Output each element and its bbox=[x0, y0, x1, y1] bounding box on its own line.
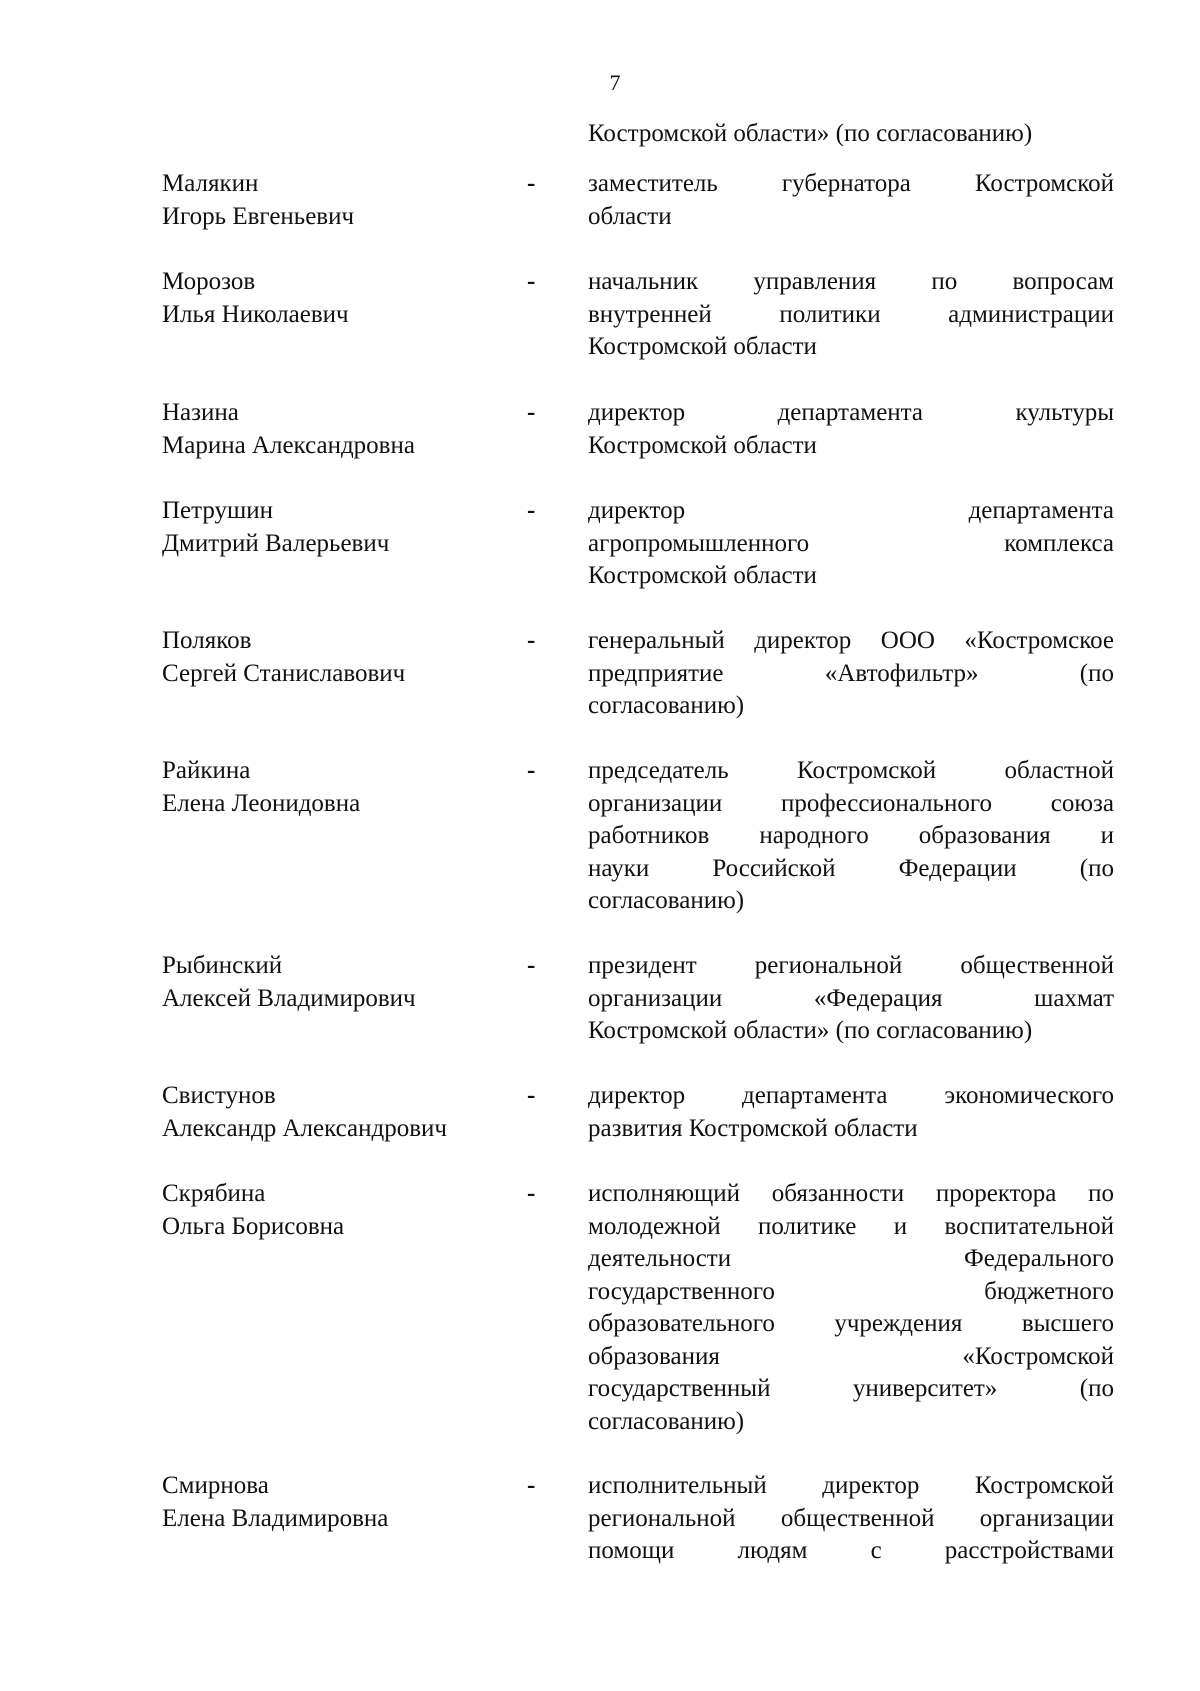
member-position bbox=[588, 397, 1114, 462]
separator-dash: - bbox=[527, 497, 536, 524]
member-surname: Смирнова bbox=[162, 1472, 269, 1499]
separator-dash: - bbox=[527, 1472, 536, 1499]
member-given-name: Сергей Станиславович bbox=[162, 659, 406, 687]
member-name bbox=[162, 950, 522, 1015]
separator-dash: - bbox=[527, 952, 536, 979]
member-position bbox=[588, 1178, 1114, 1438]
separator-dash: - bbox=[527, 1180, 536, 1207]
position-line: Костромской области bbox=[588, 562, 817, 589]
position-line: генеральный директор ООО «Костромское bbox=[588, 627, 1114, 654]
member-name bbox=[162, 625, 522, 690]
position-line: региональной общественной организации bbox=[588, 1504, 1114, 1532]
member-name bbox=[162, 397, 522, 462]
separator-dash: - bbox=[527, 170, 536, 197]
position-line: организации профессионального союза bbox=[588, 789, 1114, 817]
position-line: внутренней политики администрации bbox=[588, 300, 1114, 328]
position-line: директор департамента культуры bbox=[588, 399, 1114, 426]
position-line: исполняющий обязанности проректора по bbox=[588, 1180, 1114, 1207]
member-surname: Петрушин bbox=[162, 497, 274, 524]
member-surname: Свистунов bbox=[162, 1082, 276, 1109]
member-surname: Морозов bbox=[162, 268, 256, 295]
member-position bbox=[588, 266, 1114, 364]
position-line: помощи людям с расстройствами bbox=[588, 1537, 1114, 1564]
position-line: Костромской области» (по согласованию) bbox=[588, 1017, 1033, 1044]
position-line: начальник управления по вопросам bbox=[588, 268, 1114, 295]
position-line: президент региональной общественной bbox=[588, 952, 1114, 979]
member-given-name: Илья Николаевич bbox=[162, 300, 349, 328]
position-line: согласованию) bbox=[588, 692, 745, 719]
member-surname: Малякин bbox=[162, 170, 259, 197]
position-line: науки Российской Федерации (по bbox=[588, 854, 1114, 882]
position-line: образовательного учреждения высшего bbox=[588, 1310, 1114, 1337]
member-name bbox=[162, 1080, 522, 1145]
member-given-name: Елена Владимировна bbox=[162, 1504, 389, 1532]
member-name bbox=[162, 266, 522, 331]
member-position bbox=[588, 950, 1114, 1048]
separator-dash: - bbox=[527, 399, 536, 426]
position-line: молодежной политике и воспитательной bbox=[588, 1212, 1114, 1240]
position-line: работников народного образования и bbox=[588, 822, 1114, 849]
separator-dash: - bbox=[527, 757, 536, 784]
position-line: исполнительный директор Костромской bbox=[588, 1472, 1114, 1499]
member-position bbox=[588, 1080, 1114, 1145]
position-line: организации «Федерация шахмат bbox=[588, 984, 1114, 1012]
position-line: государственного бюджетного bbox=[588, 1277, 1114, 1305]
member-given-name: Ольга Борисовна bbox=[162, 1212, 345, 1240]
position-line: государственный университет» (по bbox=[588, 1375, 1114, 1402]
separator-dash: - bbox=[527, 268, 536, 295]
position-line: предприятие «Автофильтр» (по bbox=[588, 659, 1114, 687]
separator-dash: - bbox=[527, 627, 536, 654]
member-name bbox=[162, 1470, 522, 1535]
member-surname: Назина bbox=[162, 399, 239, 426]
position-line: развития Костромской области bbox=[588, 1114, 918, 1142]
member-surname: Райкина bbox=[162, 757, 251, 784]
member-name bbox=[162, 1178, 522, 1243]
member-position bbox=[588, 755, 1114, 918]
position-line: образования «Костромской bbox=[588, 1342, 1114, 1370]
member-name bbox=[162, 495, 522, 560]
separator-dash: - bbox=[527, 1082, 536, 1109]
position-line: деятельности Федерального bbox=[588, 1245, 1114, 1272]
member-name bbox=[162, 168, 522, 233]
member-position bbox=[588, 168, 1114, 233]
member-position bbox=[588, 625, 1114, 723]
continuation-text: Костромской области» (по согласованию) bbox=[588, 120, 1033, 147]
position-line: директор департамента экономического bbox=[588, 1082, 1114, 1109]
position-line: Костромской области bbox=[588, 431, 817, 459]
position-line: агропромышленного комплекса bbox=[588, 529, 1114, 557]
member-given-name: Елена Леонидовна bbox=[162, 789, 361, 817]
member-surname: Скрябина bbox=[162, 1180, 266, 1207]
position-line: Костромской области bbox=[588, 333, 817, 360]
member-given-name: Алексей Владимирович bbox=[162, 984, 416, 1012]
member-surname: Рыбинский bbox=[162, 952, 283, 979]
member-name bbox=[162, 755, 522, 820]
member-given-name: Игорь Евгеньевич bbox=[162, 202, 355, 230]
member-position bbox=[588, 495, 1114, 593]
member-surname: Поляков bbox=[162, 627, 252, 654]
position-line: согласованию) bbox=[588, 1407, 745, 1435]
member-given-name: Александр Александрович bbox=[162, 1114, 447, 1142]
member-position bbox=[588, 1470, 1114, 1568]
page-number: 7 bbox=[609, 70, 621, 95]
position-line: области bbox=[588, 202, 672, 230]
position-line: заместитель губернатора Костромской bbox=[588, 170, 1114, 197]
position-line: согласованию) bbox=[588, 887, 745, 914]
position-line: председатель Костромской областной bbox=[588, 757, 1114, 784]
position-line: директор департамента bbox=[588, 497, 1114, 524]
member-given-name: Марина Александровна bbox=[162, 431, 415, 459]
member-given-name: Дмитрий Валерьевич bbox=[162, 529, 390, 557]
